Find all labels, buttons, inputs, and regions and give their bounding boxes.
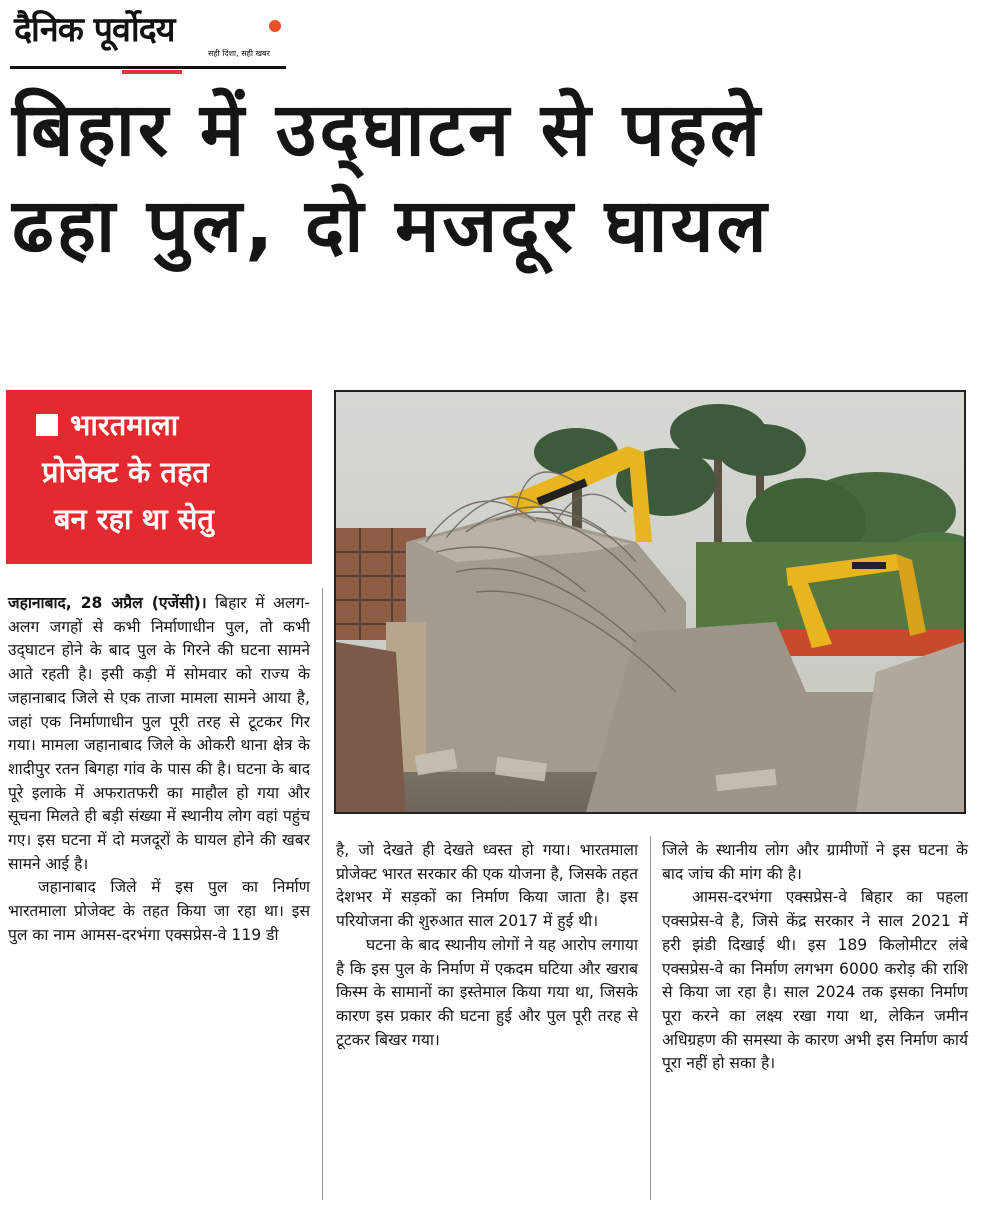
newspaper-logo: दैनिक पूर्वोदय [14,10,175,50]
masthead-red-line [122,70,182,74]
article-paragraph: जहानाबाद, 28 अप्रैल (एजेंसी)। बिहार में अलग-अलग जगहों से कभी निर्माणाधीन पुल, तो कभी उद्‌घाटन होने के बाद पुल के गिरने की घटना सामने आते रहती है। इसी कड़ी में सोमवार को राज्य के जहानाबाद जिले से एक ताजा मामला सामने आया है, जहां एक निर्माणाधीन पुल पूरी तरह से टूटकर गिर गया। मामला जहानाबाद जिले के ओकरी थाना क्षेत्र के शादीपुर रतन बिगहा गांव के पास की है। घटना के बाद पूरे इलाके में अफरातफरी का माहौल हो गया और सूचना मिलते ही बड़ी संख्या में स्थानीय लोग वहां पहुंच गए। इस घटना में दो मजदूरों के घायल होने की खबर सामने आई है। [8,594,310,873]
article-paragraph: जिले के स्थानीय लोग और ग्रामीणों ने इस घटना के बाद जांच की मांग की है। [662,841,968,883]
highlight-line-2: प्रोजेक्ट के तहत [42,455,209,489]
article-column-3 [662,839,968,1076]
column-divider [650,836,651,1200]
article-paragraph: है, जो देखते ही देखते ध्वस्त हो गया। भारतमाला प्रोजेक्ट भारत सरकार की एक योजना है, जिसके तहत देशभर में सड़कों का निर्माण किया जाता है। इस परियोजना की शुरुआत साल 2017 में हुई थी। [336,841,638,931]
collapsed-bridge-photo [334,390,966,814]
article-column-2 [336,839,638,1052]
square-bullet-icon [36,414,58,436]
newspaper-tagline: सही दिशा, सही खबर [208,49,270,58]
headline-line-1: बिहार में उद्‌घाटन से पहले [12,87,764,173]
headline-line-2: ढहा पुल, दो मजदूर घायल [12,183,770,269]
highlight-line-1: भारतमाला [36,402,298,449]
article-paragraph: आमस-दरभंगा एक्सप्रेस-वे बिहार का पहला एक्सप्रेस-वे है, जिसे केंद्र सरकार ने साल 2021 में हरी झंडी दिखाई थी। इस 189 किलोमीटर लंबे एक्सप्रेस-वे का निर्माण लगभग 6000 करोड़ की राशि से किया जा रहा है। साल 2024 तक इसका निर्माण पूरा करने का लक्ष्य रखा गया था, लेकिन जमीन अधिग्रहण की समस्या के कारण अभी इस निर्माण कार्य पूरा नहीं हो सका है। [662,888,968,1073]
article-paragraph: घटना के बाद स्थानीय लोगों ने यह आरोप लगाया है कि इस पुल के निर्माण में एकदम घटिया और खराब किस्म के सामानों का इस्तेमाल किया गया था, जिसके कारण इस प्रकार की घटना हुई और पुल पूरी तरह से टूटकर बिखर गया। [336,935,638,1049]
highlight-line-3: बन रहा था सेतु [54,502,214,536]
logo-dot-icon [269,20,281,32]
article-column-1 [8,592,310,948]
article-dateline: जहानाबाद, 28 अप्रैल (एजेंसी)। [8,594,207,612]
column-divider [322,588,323,1200]
masthead [10,8,286,74]
article-paragraph: जहानाबाद जिले में इस पुल का निर्माण भारतमाला प्रोजेक्ट के तहत किया जा रहा था। इस पुल का नाम आमस-दरभंगा एक्सप्रेस-वे 119 डी [8,878,310,944]
masthead-rule [10,66,286,69]
photo-illustration [336,392,964,812]
headline [12,82,972,274]
highlight-box [6,390,312,564]
